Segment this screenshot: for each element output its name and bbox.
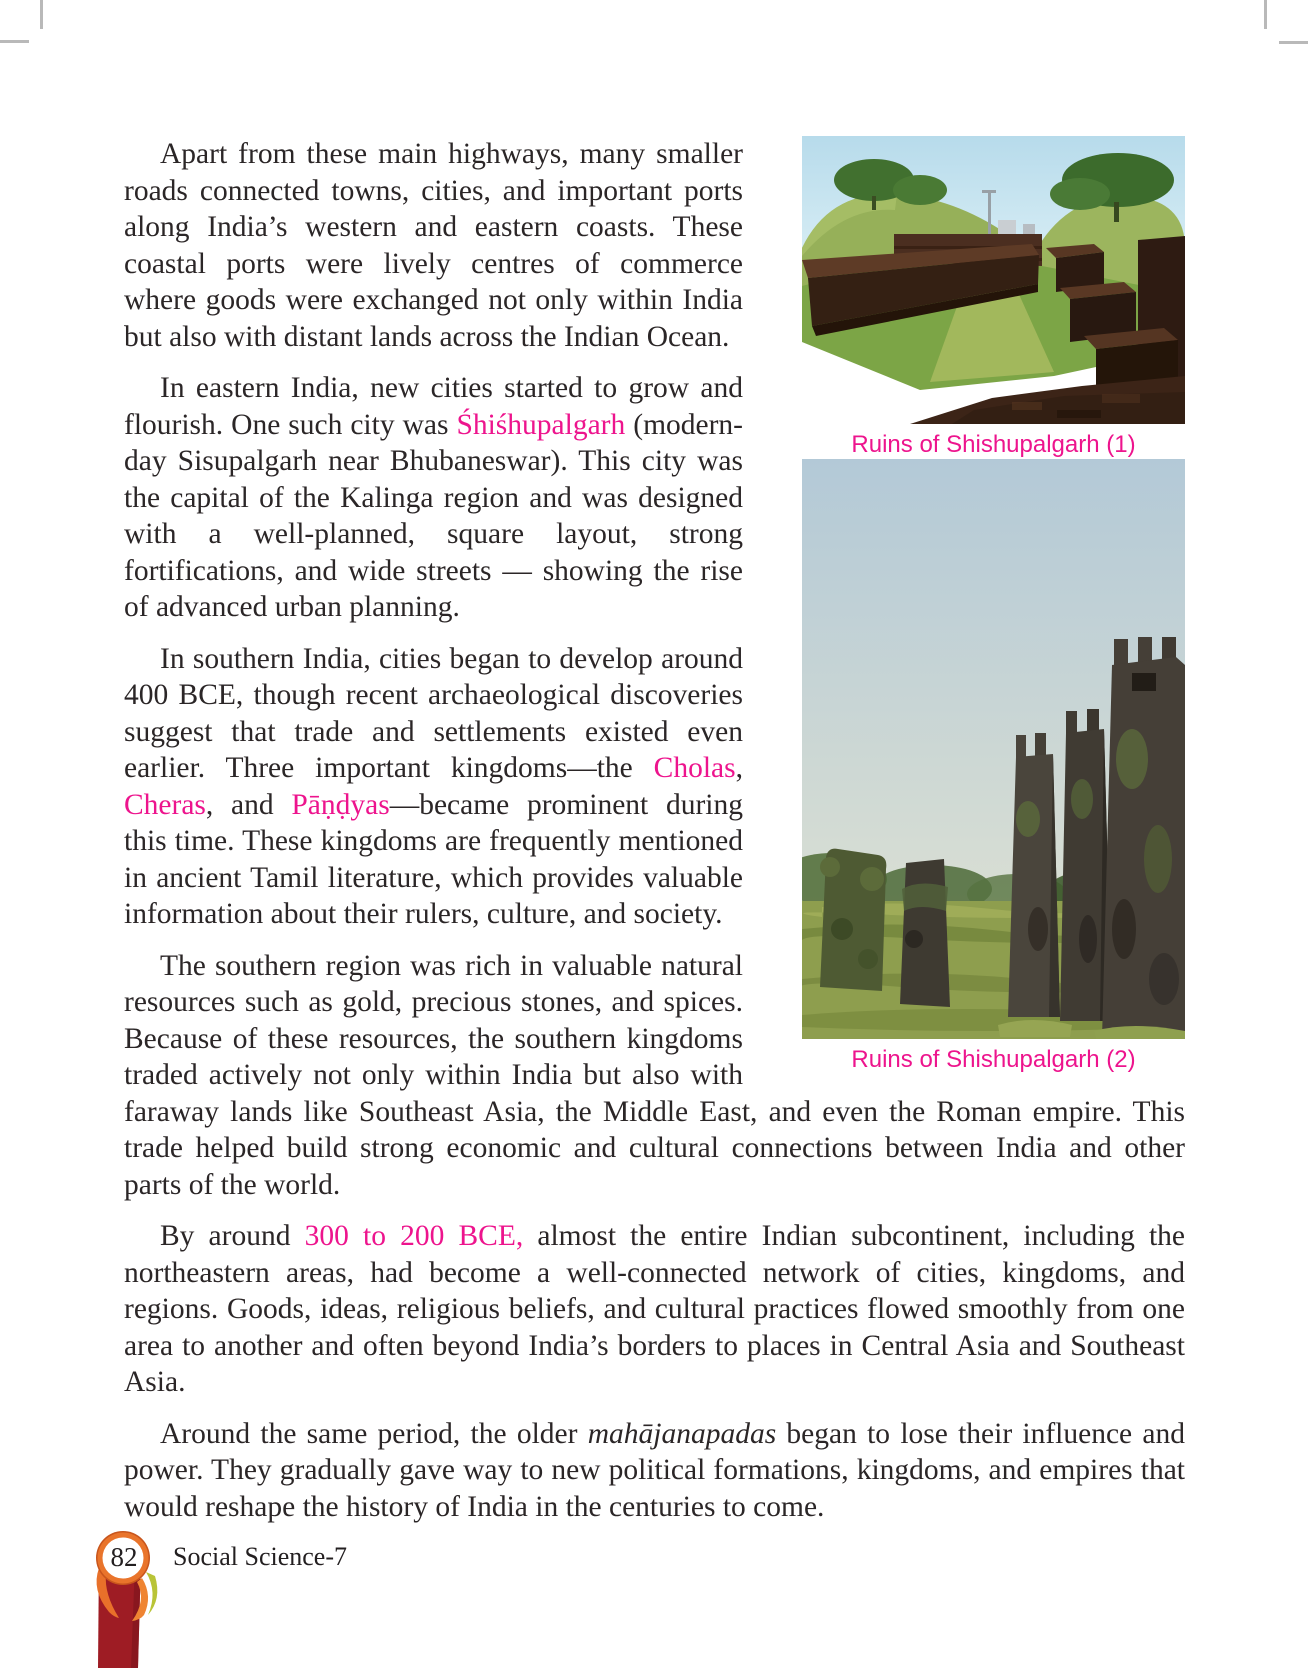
text-segment-plain: almost the entire Indian subcontinent, including the northeastern areas, had become a well-connected network of cities, kingdoms, and regions. Goods, ideas, religious beliefs, and cultural practices flowed smoothly from one area to another and often beyond India’s borders to places in Central Asia and Southeast Asia.: [124, 1220, 1186, 1398]
body-paragraph: [124, 1416, 1185, 1526]
text-segment-italic: mahājanapadas: [587, 1417, 777, 1450]
ruins-photo-1: [802, 136, 1185, 424]
page-footer: [0, 1520, 1308, 1668]
text-segment-plain: ,: [735, 752, 743, 784]
text-segment-plain: Around the same period, the older: [160, 1417, 588, 1450]
ruins-photo-2: [802, 459, 1185, 1039]
text-segment-plain: , and: [205, 788, 292, 821]
figure-shishupalgarh-2: [802, 459, 1185, 1074]
figure-caption-1: Ruins of Shishupalgarh (1): [851, 431, 1136, 458]
text-segment-plain: In eastern India, new cities started to grow and flourish. One such city was: [124, 372, 743, 441]
figure-column: [743, 136, 1185, 1074]
text-segment-plain: Apart from these main highways, many smaller roads connected towns, cities, and important ports along India’s western and eastern coasts. These coastal ports were lively centres of commerce where goods were exchanged not only within India but also with distant lands across the Indian Ocean.: [124, 138, 743, 353]
text-segment-plain: (modern-day Sisupalgarh near Bhubaneswar). This city was the capital of the Kalinga region and was designed with a well-planned, square layout, strong fortifications, and wide streets — showing the rise of advanced urban planning.: [124, 408, 744, 623]
crop-mark-top-right-vertical: [1264, 0, 1267, 29]
page-number: 82: [110, 1542, 138, 1572]
crop-mark-top-left-horizontal: [0, 40, 29, 43]
figure-shishupalgarh-1: [802, 136, 1185, 459]
text-segment-plain: In southern India, cities began to develop around 400 BCE, though recent archaeological discoveries suggest that trade and settlements existed even earlier. Three important kingdoms—the: [124, 642, 743, 784]
text-segment-plain: The southern region was rich in valuable natural resources such as gold, precious stones, and spices. Because of these resources, the southern kingdoms traded actively not only within India but also with faraway lands like Southeast Asia, the Middle East, and even the Roman empire. This trade helped build strong economic and cultural connections between India and other parts of the world.: [124, 949, 1185, 1201]
crop-mark-top-right-horizontal: [1279, 41, 1308, 44]
text-segment-magenta: Śhiśhupalgarh: [456, 408, 626, 441]
text-segment-plain: began to lose their influence and power. They gradually gave way to new political formations, kingdoms, and empires that would reshape the history of India in the centuries to come.: [124, 1417, 1185, 1523]
text-segment-plain: —became prominent during this time. These kingdoms are frequently mentioned in ancient Tamil literature, which provides valuable information about their rulers, culture, and society.: [124, 788, 743, 930]
text-segment-magenta: Pāṇḍyas: [291, 788, 390, 821]
page-body: [124, 136, 1185, 1525]
text-segment-magenta: 300 to 200 BCE,: [304, 1220, 524, 1252]
figure-caption-2: Ruins of Shishupalgarh (2): [851, 1046, 1136, 1073]
body-paragraph: [124, 1218, 1185, 1401]
book-title: Social Science-7: [173, 1542, 347, 1571]
text-segment-magenta: Cheras: [124, 788, 206, 821]
text-segment-plain: By around: [160, 1220, 305, 1252]
text-segment-magenta: Cholas: [653, 752, 736, 784]
crop-mark-top-left-vertical: [40, 0, 43, 29]
